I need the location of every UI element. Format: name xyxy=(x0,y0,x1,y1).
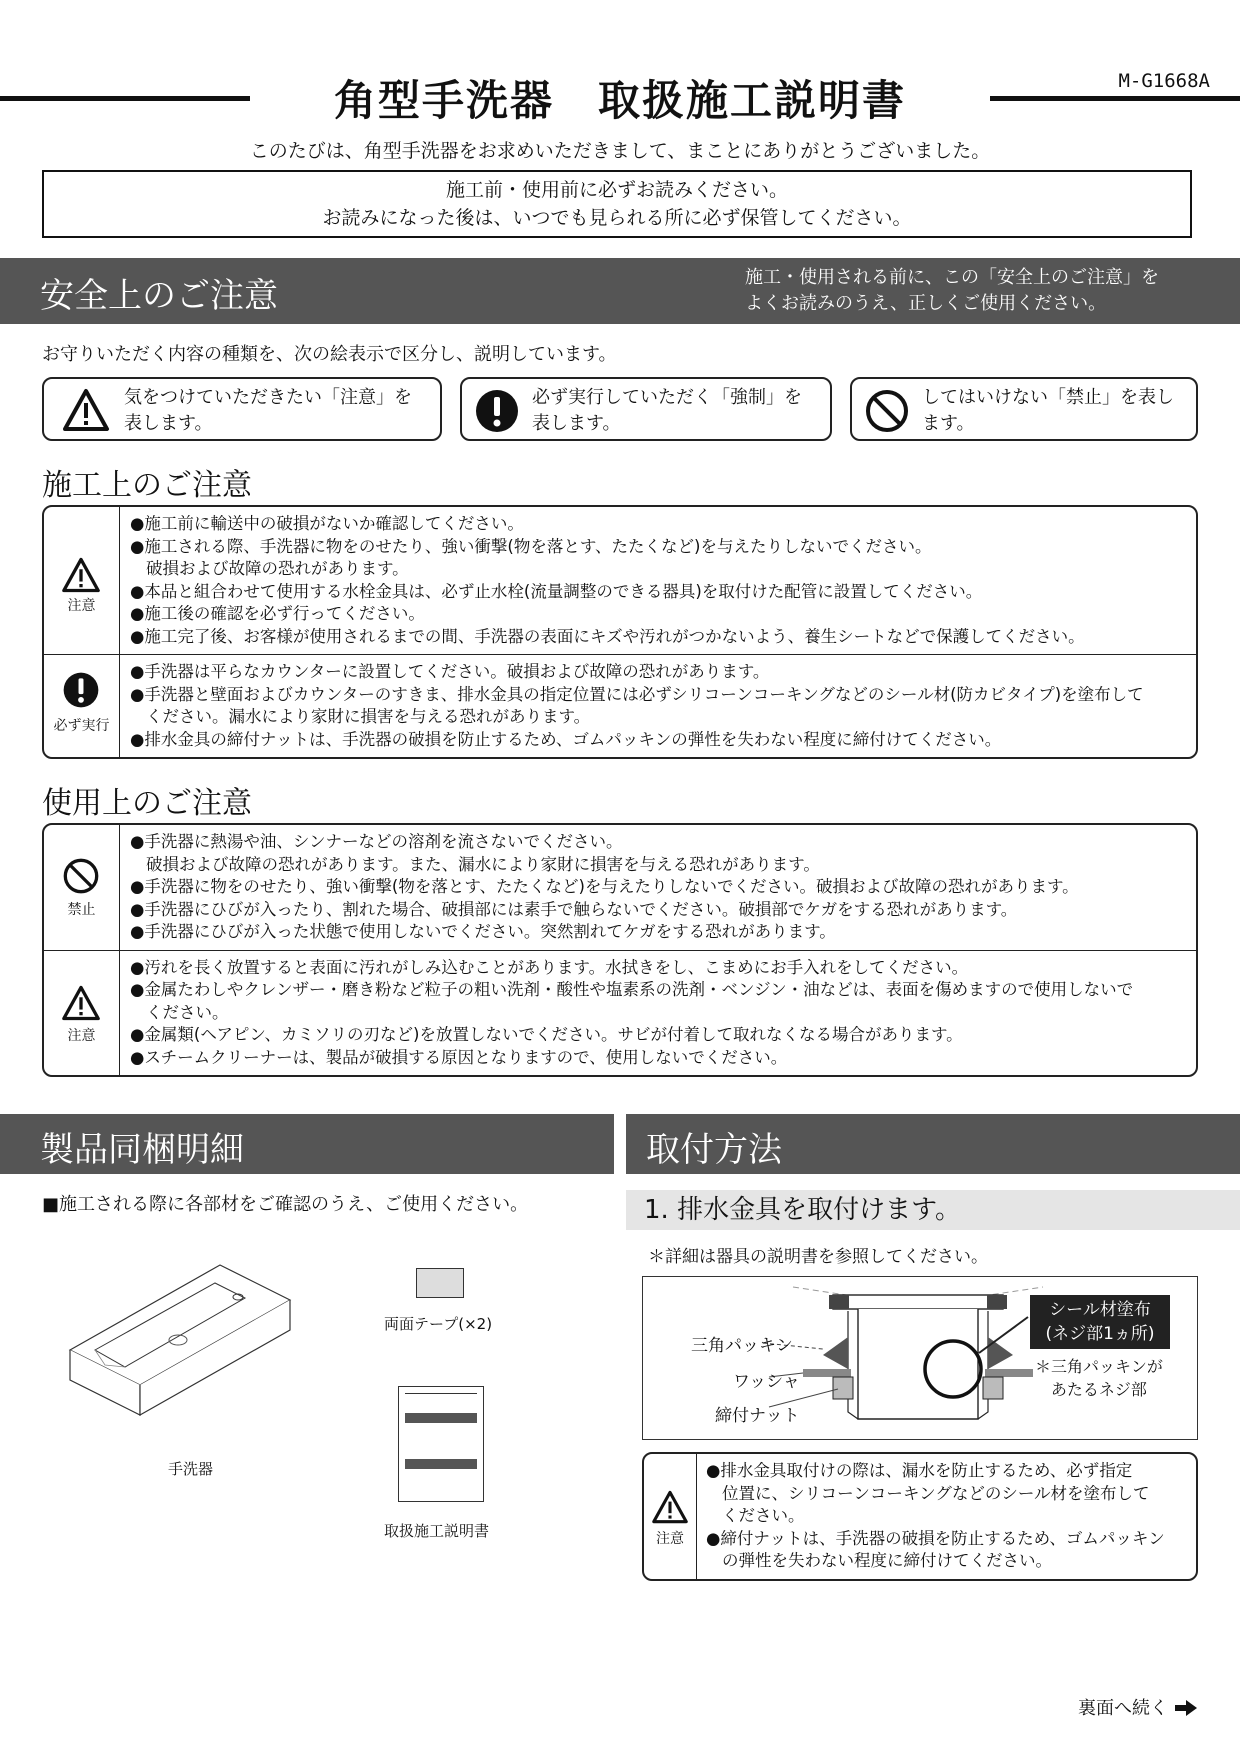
mounting-caution-label: 注意 xyxy=(656,1531,684,1547)
list-item: ●金属たわしやクレンザー・磨き粉など粒子の粗い洗剤・酸性や塩素系の洗剤・ベンジン・油などは、表面を傷めますので使用しないで xyxy=(130,980,1134,999)
legend-prohibited-text xyxy=(922,385,1186,437)
install-mandatory-items xyxy=(130,655,1196,757)
legend-explain: お守りいただく内容の種類を、次の絵表示で区分し、説明しています。 xyxy=(42,344,617,365)
usage-prohibit-icon-cell xyxy=(44,825,120,950)
safety-banner-note xyxy=(745,265,1159,317)
tape-illustration xyxy=(416,1268,464,1298)
list-item: ●スチームクリーナーは、製品が破損する原因となりますので、使用しないでください。 xyxy=(130,1047,788,1067)
legend-mandatory xyxy=(460,377,832,441)
label-tightening-nut: 締付ナット xyxy=(715,1406,800,1426)
list-item: ●手洗器にひびが入ったり、割れた場合、破損部には素手で触らないでください。破損部でケガをする恐れがあります。 xyxy=(130,899,1018,919)
install-caution-icon-cell xyxy=(44,507,120,654)
mounting-caution-row xyxy=(644,1454,1196,1579)
list-item: ●手洗器に物をのせたり、強い衝撃(物を落とす、たたくなど)を与えたりしないでください。破損および故障の恐れがあります。 xyxy=(130,877,1079,896)
list-item: ●汚れを長く放置すると表面に汚れがしみ込むことがあります。水拭きをし、こまめにお手入れをしてください。 xyxy=(130,957,969,977)
label-washer: ワッシャ xyxy=(733,1372,800,1392)
legend-prohibited-line-2: ます。 xyxy=(922,413,975,434)
prohibited-icon xyxy=(864,388,910,434)
legend-prohibited xyxy=(850,377,1198,441)
list-item: ●施工完了後、お客様が使用されるまでの間、手洗器の表面にキズや汚れがつかないよう、養生シートなどで保護してください。 xyxy=(130,626,1085,646)
usage-caution-icon-cell xyxy=(44,951,120,1076)
step1-note: ＊詳細は器具の説明書を参照してください。 xyxy=(648,1247,988,1267)
warning-triangle-icon xyxy=(61,557,101,593)
usage-prohibit-row xyxy=(44,825,1196,950)
safety-banner-note-line-1: 施工・使用される前に、この「安全上のご注意」を xyxy=(745,267,1159,288)
usage-caution-label: 注意 xyxy=(67,1027,96,1044)
prohibited-icon xyxy=(62,857,100,895)
model-code: M-G1668A xyxy=(1118,70,1210,92)
seal-callout xyxy=(1030,1295,1170,1349)
package-note: ■施工される際に各部材をご確認のうえ、ご使用ください。 xyxy=(42,1194,529,1215)
list-item: ●金属類(ヘアピン、カミソリの刃など)を放置しないでください。サビが付着して取れなくなる場合があります。 xyxy=(130,1025,963,1044)
thread-note-line-2: あたるネジ部 xyxy=(1050,1380,1147,1399)
intro-text: このたびは、角型手洗器をお求めいただきまして、まことにありがとうございました。 xyxy=(249,140,991,162)
continue-text: 裏面へ続く xyxy=(1078,1698,1168,1719)
install-caution-label: 注意 xyxy=(67,598,96,614)
safety-banner xyxy=(0,258,1240,324)
list-item: ●手洗器に熱湯や油、シンナーなどの溶剤を流さないでください。 xyxy=(130,832,623,851)
usage-prohibit-items xyxy=(130,825,1196,950)
arrow-right-icon xyxy=(1174,1699,1198,1717)
notice-line-1: 施工前・使用前に必ずお読みください。 xyxy=(445,179,788,201)
warning-triangle-icon xyxy=(61,985,101,1021)
mandatory-icon xyxy=(62,671,100,709)
list-item: 破損および故障の恐れがあります。また、漏水により家財に損害を与える恐れがあります。 xyxy=(146,854,820,874)
list-item: ください。漏水により家財に損害を与える恐れがあります。 xyxy=(146,707,591,726)
package-banner-title: 製品同梱明細 xyxy=(40,1130,244,1170)
list-item: ください。 xyxy=(146,1002,229,1022)
list-item: ●排水金具取付けの際は、漏水を防止するため、必ず指定 xyxy=(706,1461,1133,1480)
install-mandatory-label: 必ず実行 xyxy=(53,718,110,734)
install-caution-items xyxy=(130,507,1196,654)
install-caution-row xyxy=(44,507,1196,654)
mounting-caution-items xyxy=(706,1454,1196,1579)
list-item: ●本品と組合わせて使用する水栓金具は、必ず止水栓(流量調整のできる器具)を取付けた配管に設置してください。 xyxy=(130,581,983,601)
legend-prohibited-line-1: してはいけない「禁止」を表し xyxy=(922,387,1174,408)
usage-notes-heading: 使用上のご注意 xyxy=(42,786,252,821)
legend-mandatory-line-2: 表します。 xyxy=(532,413,621,434)
mounting-banner xyxy=(626,1114,1240,1174)
list-item: ●施工後の確認を必ず行ってください。 xyxy=(130,604,425,623)
usage-caution-row xyxy=(44,950,1196,1076)
mandatory-icon xyxy=(474,388,520,434)
item-manual-label: 取扱施工説明書 xyxy=(384,1522,490,1540)
usage-prohibit-label: 禁止 xyxy=(67,902,96,918)
thread-note xyxy=(1035,1355,1163,1401)
mounting-banner-title: 取付方法 xyxy=(646,1130,782,1170)
list-item: ●締付ナットは、手洗器の破損を防止するため、ゴムパッキン xyxy=(706,1528,1165,1548)
list-item: ●手洗器は平らなカウンターに設置してください。破損および故障の恐れがあります。 xyxy=(130,662,770,681)
safety-banner-title: 安全上のご注意 xyxy=(40,276,278,316)
list-item: ●施工される際、手洗器に物をのせたり、強い衝撃(物を落とす、たたくなど)を与えたりしないでください。 xyxy=(130,536,932,556)
list-item: ●手洗器と壁面およびカウンターのすきま、排水金具の指定位置には必ずシリコーンコーキングなどのシール材(防カビタイプ)を塗布して xyxy=(130,684,1144,704)
item-tape-label: 両面テープ(×2) xyxy=(384,1315,493,1333)
usage-caution-items xyxy=(130,951,1196,1076)
seal-callout-line-1: シール材塗布 xyxy=(1049,1300,1151,1320)
continue-note xyxy=(1078,1694,1198,1720)
list-item: ●手洗器にひびが入った状態で使用しないでください。突然割れてケガをする恐れがあります。 xyxy=(130,922,836,941)
manual-illustration xyxy=(398,1386,484,1502)
list-item: ください。 xyxy=(722,1506,805,1525)
thread-note-line-1: ＊三角パッキンが xyxy=(1035,1357,1163,1376)
install-mandatory-row xyxy=(44,654,1196,757)
legend-caution-line-2: 表します。 xyxy=(124,413,213,434)
list-item: 破損および故障の恐れがあります。 xyxy=(146,559,409,578)
warning-triangle-icon xyxy=(62,388,110,432)
warning-triangle-icon xyxy=(651,1490,689,1524)
mounting-caution-icon-cell xyxy=(644,1454,697,1579)
label-triangle-packing: 三角パッキン xyxy=(691,1336,793,1356)
notice-line-2: お読みになった後は、いつでも見られる所に必ず保管してください。 xyxy=(322,207,912,229)
item-basin-label: 手洗器 xyxy=(168,1460,214,1478)
seal-callout-line-2: (ネジ部1ヵ所) xyxy=(1045,1324,1155,1344)
legend-mandatory-text xyxy=(532,385,820,437)
list-item: ●排水金具の締付ナットは、手洗器の破損を防止するため、ゴムパッキンの弾性を失わない程度に締付けてください。 xyxy=(130,729,1002,749)
legend-caution-text xyxy=(124,385,430,437)
install-notes-heading: 施工上のご注意 xyxy=(42,468,252,503)
mounting-caution-table xyxy=(642,1452,1198,1581)
package-banner xyxy=(0,1114,614,1174)
safety-banner-note-line-2: よくお読みのうえ、正しくご使用ください。 xyxy=(745,293,1107,314)
install-mandatory-icon-cell xyxy=(44,655,120,757)
legend-caution-line-1: 気をつけていただきたい「注意」を xyxy=(124,387,412,408)
install-notes-table xyxy=(42,505,1198,759)
legend-mandatory-line-1: 必ず実行していただく「強制」を xyxy=(532,387,802,408)
list-item: 位置に、シリコーンコーキングなどのシール材を塗布して xyxy=(722,1483,1150,1503)
basin-illustration xyxy=(60,1255,300,1455)
step1-title: 1. 排水金具を取付けます。 xyxy=(626,1190,1240,1230)
usage-notes-table xyxy=(42,823,1198,1077)
read-before-notice xyxy=(42,170,1192,238)
page-title: 角型手洗器 取扱施工説明書 xyxy=(333,76,906,125)
list-item: の弾性を失わない程度に締付けてください。 xyxy=(722,1551,1052,1570)
legend-caution xyxy=(42,377,442,441)
list-item: ●施工前に輸送中の破損がないか確認してください。 xyxy=(130,514,524,533)
